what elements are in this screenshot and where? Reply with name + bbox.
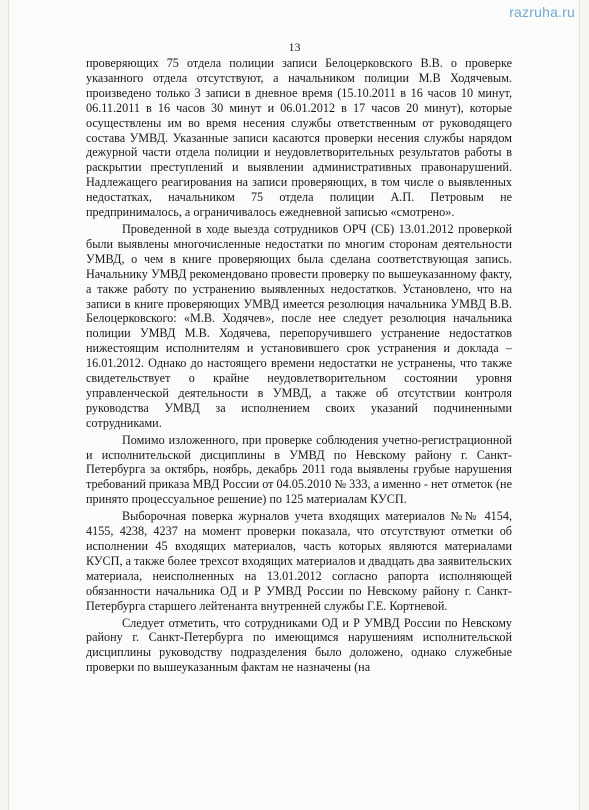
page-number: 13 bbox=[288, 40, 301, 54]
paragraph-2: Проведенной в ходе выезда сотрудников ОРЧ (СБ) 13.01.2012 проверкой были выявлены многочисленные недостатки по многим сторонам деятельности УМВД, о чем в книге проверяющих была сделана соответствующая запись. Начальнику УМВД рекомендовано провести проверку по вышеуказанному факту, а также работу по устранению выявленных недостатков. Установлено, что на записи в книге проверяющих УМВД имеется резолюция начальника УМВД В.В. Белоцерковского: «М.В. Ходячев», после нее следует резолюция начальника полиции УМВД М.В. Ходячева, перепоручившего устранение недостатков нижестоящим исполнителям и установившего срок устранения и доклада – 16.01.2012. Однако до настоящего времени недостатки не устранены, что также свидетельствует о крайне неудовлетворительном состоянии уровня управленческой деятельности в УМВД, а также об отсутствии контроля руководства УМВД за исполнением своих указаний подчиненными сотрудниками. bbox=[86, 221, 512, 430]
document-body bbox=[86, 56, 512, 675]
paragraph-1: проверяющих 75 отдела полиции записи Белоцерковского В.В. о проверке указанного отдела отсутствуют, а начальником полиции М.В Ходячевым. произведено только 3 записи в дневное время (15.10.2011 в 16 часов 10 минут, 06.11.2011 в 16 часов 30 минут и 06.01.2012 в 17 часов 20 минут), которые осуществлены им во время несения службы ответственным от руководящего состава УМВД. Указанные записи касаются проверки несения службы нарядом дежурной части отдела полиции и неудовлетворительных результатов работы в раскрытии преступлений и выявлении административных правонарушений. Надлежащего реагирования на записи проверяющих, в том числе о выявленных недостатках, начальником 75 отдела полиции А.П. Петровым не предпринималось, а ограничивалось ежедневной записью «смотрено». bbox=[86, 56, 512, 220]
paragraph-4: Выборочная поверка журналов учета входящих материалов №№ 4154, 4155, 4238, 4237 на момент проверки показала, что отсутствуют отметки об исполнении 45 входящих материалов, часть которых являются материалами КУСП, а также более трехсот входящих материалов и двадцать два заявительских материала, неисполненных на 13.01.2012 согласно рапорта исполняющей обязанности начальника ОД и Р УМВД России по Невскому району г. Санкт-Петербурга старшего лейтенанта внутренней службы Г.Е. Кортневой. bbox=[86, 509, 512, 613]
paragraph-5: Следует отметить, что сотрудниками ОД и Р УМВД России по Невскому району г. Санкт-Петербурга по имеющимся нарушениям исполнительской дисциплины руководству подразделения было доложено, однако служебные проверки по вышеуказанным фактам не назначены (на bbox=[86, 615, 512, 675]
paragraph-3: Помимо изложенного, при проверке соблюдения учетно-регистрационной и исполнительской дисциплины в УМВД по Невскому району г. Санкт-Петербурга за октябрь, ноябрь, декабрь 2011 года выявлены грубые нарушения требований приказа МВД России от 04.05.2010 № 333, а именно - нет отметок (не принято процессуальное решение) по 125 материалам КУСП. bbox=[86, 432, 512, 507]
watermark-text: razruha.ru bbox=[509, 4, 575, 20]
